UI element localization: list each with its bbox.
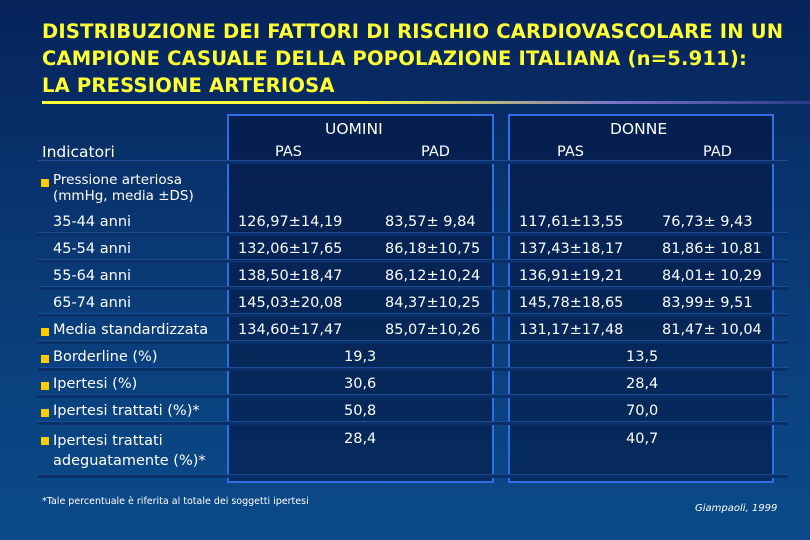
percent-row-label: Borderline (%) [53, 349, 158, 365]
title-line-3: LA PRESSIONE ARTERIOSA [42, 74, 335, 97]
men-pad-value: 84,37±10,25 [385, 295, 481, 311]
section-label [53, 172, 194, 204]
percent-row-label-line-1: Ipertesi trattati [53, 433, 163, 449]
bullet-square-icon [41, 355, 49, 363]
men-pas-value: 145,03±20,08 [238, 295, 343, 311]
header-indicatori: Indicatori [42, 143, 115, 161]
men-pad-value: 83,57± 9,84 [385, 214, 476, 230]
percent-row-label: Ipertesi (%) [53, 376, 138, 392]
slide-title [42, 18, 802, 99]
title-line-2: CAMPIONE CASUALE DELLA POPOLAZIONE ITALIANA (n=5.911): [42, 47, 747, 70]
title-underline [42, 101, 810, 104]
age-row-label: 45-54 anni [53, 241, 132, 257]
women-percent-value: 28,4 [626, 376, 659, 392]
section-label-line-2: (mmHg, media ±DS) [53, 188, 194, 204]
bullet-square-icon [41, 382, 49, 390]
men-percent-value: 28,4 [344, 431, 377, 447]
men-pas-value: 132,06±17,65 [238, 241, 343, 257]
women-pad-value: 84,01± 10,29 [662, 268, 762, 284]
women-pad-value: 81,86± 10,81 [662, 241, 762, 257]
men-pad-value: 86,18±10,75 [385, 241, 481, 257]
row-divider [38, 421, 788, 425]
section-label-line-1: Pressione arteriosa [53, 172, 182, 188]
men-pad-value: 86,12±10,24 [385, 268, 481, 284]
women-pad-value: 81,47± 10,04 [662, 322, 762, 338]
table-bottom-divider [38, 474, 788, 478]
men-percent-value: 19,3 [344, 349, 377, 365]
bullet-square-icon [41, 437, 49, 445]
age-row-label: 55-64 anni [53, 268, 132, 284]
header-women-pad: PAD [703, 144, 732, 160]
row-divider [38, 313, 788, 317]
age-row-label: 65-74 anni [53, 295, 132, 311]
header-men-pad: PAD [421, 144, 450, 160]
header-men: UOMINI [325, 120, 383, 138]
bullet-square-icon [41, 328, 49, 336]
row-divider [38, 232, 788, 236]
header-divider [38, 160, 788, 164]
women-pas-value: 145,78±18,65 [519, 295, 624, 311]
men-pas-value: 134,60±17,47 [238, 322, 343, 338]
row-divider [38, 340, 788, 344]
standardized-label: Media standardizzata [53, 322, 209, 338]
women-pas-value: 117,61±13,55 [519, 214, 624, 230]
age-row-label: 35-44 anni [53, 214, 132, 230]
row-divider [38, 367, 788, 371]
women-percent-value: 40,7 [626, 431, 659, 447]
women-pas-value: 137,43±18,17 [519, 241, 624, 257]
row-divider [38, 286, 788, 290]
women-percent-value: 70,0 [626, 403, 659, 419]
men-percent-value: 50,8 [344, 403, 377, 419]
row-divider [38, 259, 788, 263]
title-line-1: DISTRIBUZIONE DEI FATTORI DI RISCHIO CARDIOVASCOLARE IN UN [42, 20, 784, 43]
row-divider [38, 394, 788, 398]
percent-row-label-line-2: adeguatamente (%)* [53, 453, 206, 469]
header-men-pas: PAS [275, 144, 302, 160]
women-percent-value: 13,5 [626, 349, 659, 365]
women-pas-value: 136,91±19,21 [519, 268, 624, 284]
women-pad-value: 83,99± 9,51 [662, 295, 753, 311]
women-pad-value: 76,73± 9,43 [662, 214, 753, 230]
men-pad-value: 85,07±10,26 [385, 322, 481, 338]
percent-row-label: Ipertesi trattati (%)* [53, 403, 200, 419]
bullet-square-icon [41, 179, 49, 187]
footnote: *Tale percentuale è riferita al totale dei soggetti ipertesi [42, 496, 309, 507]
header-women: DONNE [610, 120, 668, 138]
percent-row-label [53, 431, 206, 471]
men-percent-value: 30,6 [344, 376, 377, 392]
bullet-square-icon [41, 409, 49, 417]
men-pas-value: 126,97±14,19 [238, 214, 343, 230]
header-women-pas: PAS [557, 144, 584, 160]
citation: Giampaoli, 1999 [695, 503, 778, 514]
men-pas-value: 138,50±18,47 [238, 268, 343, 284]
women-pas-value: 131,17±17,48 [519, 322, 624, 338]
